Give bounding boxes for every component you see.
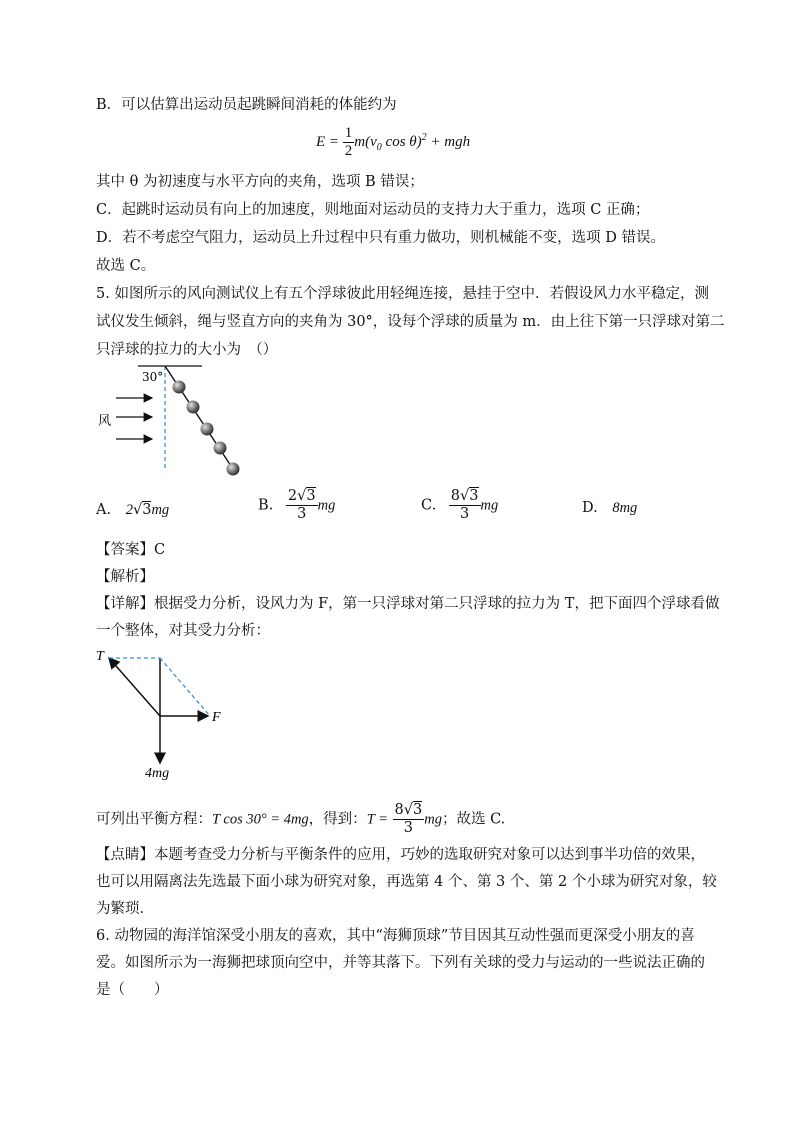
dashed-diagonal (160, 658, 210, 716)
comment-line2: 也可以用隔离法先选最下面小球为研究对象，再选第 4 个、第 3 个、第 2 个小球为研究对象，较 (96, 874, 717, 890)
choice-d[interactable]: D. 8mg (582, 500, 638, 516)
conclusion-text: 故选 C。 (96, 258, 156, 274)
wind-label: 风 (98, 414, 112, 429)
q6-stem-line3: 是（ ） (96, 982, 169, 998)
choice-c[interactable]: C. $\frac{8√3}{3}$ mg (421, 488, 499, 522)
tension-arrow (109, 658, 160, 716)
f-label: F (212, 710, 221, 725)
angle-label: 30° (142, 370, 164, 384)
detail-line2: 一个整体，对其受力分析： (96, 623, 270, 639)
option-c-text: C．起跳时运动员有向上的加速度，则地面对运动员的支持力大于重力，选项 C 正确； (96, 202, 650, 218)
t-label: T (96, 649, 104, 664)
comment-line1: 【点睛】本题考查受力分析与平衡条件的应用，巧妙的选取研究对象可以达到事半功倍的效果， (96, 847, 705, 863)
force-diagram (90, 645, 240, 785)
analysis-tag: 【解析】 (96, 569, 154, 585)
q5-stem-line3: 只浮球的拉力的大小为 （） (96, 342, 278, 358)
wind-vane-figure (90, 360, 260, 480)
float-ball-3 (201, 423, 214, 436)
float-ball-2 (187, 401, 200, 414)
energy-formula: E = $\frac{1}{2}$ $m(v_0$ cos θ)$^2$ + mgh (316, 125, 471, 159)
float-ball-4 (214, 442, 227, 455)
float-ball-1 (173, 381, 186, 394)
detail-line1: 【详解】根据受力分析，设风力为 F，第一只浮球对第二只浮球的拉力为 T，把下面四个浮球看做 (96, 596, 720, 612)
q6-stem-line2: 爱。如图所示为一海狮把球顶向空中，并等其落下。下列有关球的受力与运动的一些说法正确的 (96, 955, 705, 971)
answer-line: 【答案】C (96, 542, 166, 558)
float-ball-5 (227, 463, 240, 476)
option-d-text: D．若不考虑空气阻力，运动员上升过程中只有重力做功，则机械能不变，选项 D 错误。 (96, 230, 665, 246)
option-b-note: 其中 θ 为初速度与水平方向的夹角，选项 B 错误； (96, 174, 424, 190)
choice-b[interactable]: B. $\frac{2√3}{3}$ mg (258, 488, 336, 522)
equation-line: 可列出平衡方程：T cos 30° = 4mg，得到：T = $\frac{8√3}{3}$ mg；故选 C. (96, 802, 506, 836)
q5-stem-line2: 试仪发生倾斜，绳与竖直方向的夹角为 30°，设每个浮球的质量为 m．由上往下第一只浮球对第二 (96, 314, 725, 330)
q5-stem-line1: 5. 如图所示的风向测试仪上有五个浮球彼此用轻绳连接，悬挂于空中．若假设风力水平稳定，测 (96, 286, 709, 302)
choice-a[interactable]: A. 2√3mg (96, 502, 170, 518)
comment-line3: 为繁琐． (96, 901, 154, 917)
option-b-intro: B．可以估算出运动员起跳瞬间消耗的体能约为 (96, 97, 397, 113)
q6-stem-line1: 6. 动物园的海洋馆深受小朋友的喜欢，其中“海狮顶球”节目因其互动性强而更深受小朋友的喜 (96, 928, 695, 944)
gravity-label: 4mg (145, 766, 170, 781)
